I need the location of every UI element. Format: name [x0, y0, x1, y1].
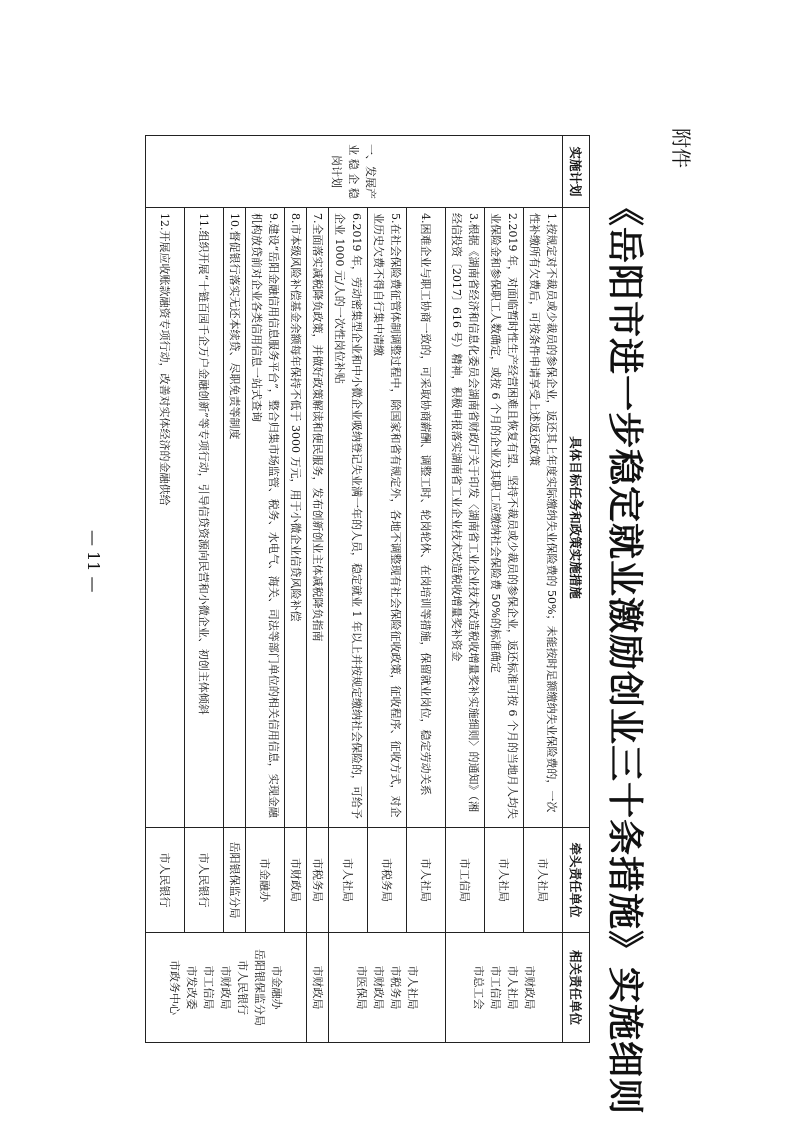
page-number: — 11 — [84, 530, 103, 593]
related-unit: 市金融办 [270, 965, 284, 1010]
related-unit: 市税务局 [389, 965, 402, 1010]
related-unit: 市财政局 [523, 965, 536, 1010]
lead-unit-cell: 市人社局 [329, 828, 368, 933]
related-unit: 市人社局 [506, 965, 519, 1010]
measure-cell: 10.督促银行落实无还本续贷、尽职免责等制度 [224, 208, 246, 828]
measure-cell: 11.组织开展“十链百园千企万户金融创新”等专项行动，引导信贷资源向民营和小微企业、初创主体倾斜 [185, 208, 224, 828]
lead-unit-cell: 市人社局 [407, 828, 446, 933]
lead-unit-cell: 市金融办 [246, 828, 285, 933]
lead-unit-cell: 市人社局 [485, 828, 524, 933]
header-related-unit: 相关责任单位 [563, 933, 590, 1043]
attachment-label: 附件 [669, 128, 693, 168]
measure-cell: 12.开展应收账款融资专项行动，改善对实体经济的金融供给 [146, 208, 185, 828]
table-row [185, 136, 224, 1043]
measure-cell: 4.困难企业与职工协商一致的，可采取协商薪酬、调整工时、轮岗轮休、在岗培训等措施，保留就业岗位，稳定劳动关系 [407, 208, 446, 828]
related-unit: 市发改委 [185, 965, 199, 1010]
measure-cell: 5.在社会保险费征管体制调整过程中，除国家和省有规定外，各地不调整现有社会保险征收政策，征收程序、征收方式，对企业历史欠费不得自行集中清缴 [368, 208, 407, 828]
table-row [446, 136, 485, 1043]
lead-unit-cell: 市人民银行 [185, 828, 224, 933]
plan-name-line: 一、发展产 [364, 144, 378, 199]
measures-table [145, 135, 590, 1043]
table-row [285, 136, 307, 1043]
measure-cell: 9.建设“岳阳金融信用信息服务平台”，整合归集市场监管、税务、水电气、海关、司法等部门单位的相关信用信息，实现金融机构放贷前对企业各类信用信息一站式查询 [246, 208, 285, 828]
plan-name-line: 岗计划 [330, 155, 344, 188]
table-row [524, 136, 563, 1043]
measure-cell: 3.根据《湖南省经济和信息化委员会湖南省财政厅关于印发〈湖南省工业企业技术改造税收增量奖补实施细则〉的通知》（湘经信投资〔2017〕616 号）精神，积极申报落实湖南省工业企业技术改造税收增量奖补资金 [446, 208, 485, 828]
header-lead-unit: 牵头责任单位 [563, 828, 590, 933]
related-unit: 岳阳银保监分局 [253, 949, 267, 1026]
table-row [307, 136, 329, 1043]
plan-name-cell [146, 136, 563, 208]
related-unit: 市财政局 [372, 965, 385, 1010]
lead-unit-cell: 市人社局 [524, 828, 563, 933]
related-units-cell [446, 933, 563, 1043]
related-unit: 市财政局 [219, 965, 233, 1010]
related-unit: 市财政局 [307, 933, 329, 1043]
related-unit: 市人社局 [406, 965, 419, 1010]
lead-unit-cell: 市税务局 [368, 828, 407, 933]
lead-unit-cell: 市财政局 [285, 828, 307, 933]
document-title: 《岳阳市进一步稳定就业激励创业三十条措施》实施细则 [604, 190, 646, 1116]
measure-cell: 8.市本级风险补偿基金余额每年保持不低于 3000 万元，用于小微企业信贷风险补偿 [285, 208, 307, 828]
header-measure: 具体目标任务和政策实施措施 [563, 208, 590, 828]
related-unit: 市政务中心 [168, 960, 182, 1015]
measure-cell: 6.2019 年，劳动密集型企业和中小微企业吸纳登记失业满一年的人员，稳定就业 1 年以上并按规定缴纳社会保险的，可给予企业 1000 元/人的一次性岗位补贴 [329, 208, 368, 828]
table-row [368, 136, 407, 1043]
lead-unit-cell: 市工信局 [446, 828, 485, 933]
table-row [146, 136, 185, 1043]
table-row [246, 136, 285, 1043]
related-unit: 市医保局 [355, 965, 368, 1010]
lead-unit-cell: 岳阳银保监分局 [224, 828, 246, 933]
related-unit: 市工信局 [489, 965, 502, 1010]
plan-name-line: 业 稳 企 稳 [347, 144, 361, 199]
lead-unit-cell: 市税务局 [307, 828, 329, 933]
related-unit: 市总工会 [472, 965, 485, 1010]
table-header-row [563, 136, 590, 1043]
table-row [224, 136, 246, 1043]
related-units-cell [146, 933, 307, 1043]
table-row [485, 136, 524, 1043]
table-row [407, 136, 446, 1043]
measure-cell: 7.全面落实减税降负政策，并做好政策解读和便民服务，发布创新创业主体减税降负指南 [307, 208, 329, 828]
measure-cell: 1.按规定对不裁员或少裁员的参保企业，返还其上年度实际缴纳失业保险费的 50%；未能按时足额缴纳失业保险费的，一次性补缴所有欠费后，可按条件申请享受上述返还政策 [524, 208, 563, 828]
related-units-cell [329, 933, 446, 1043]
related-unit: 市工信局 [202, 965, 216, 1010]
table-row [329, 136, 368, 1043]
header-plan: 实施计划 [563, 136, 590, 208]
measure-cell: 2.2019 年，对面临暂时性生产经营困难且恢复有望、坚持不裁员或少裁员的参保企业，返还标准可按 6 个月的当地月人均失业保险金和参保职工人数确定，或按 6 个月的企业及其职工应缴纳社会保险费 50%的标准确定 [485, 208, 524, 828]
related-unit: 市人民银行 [236, 960, 250, 1015]
lead-unit-cell: 市人民银行 [146, 828, 185, 933]
